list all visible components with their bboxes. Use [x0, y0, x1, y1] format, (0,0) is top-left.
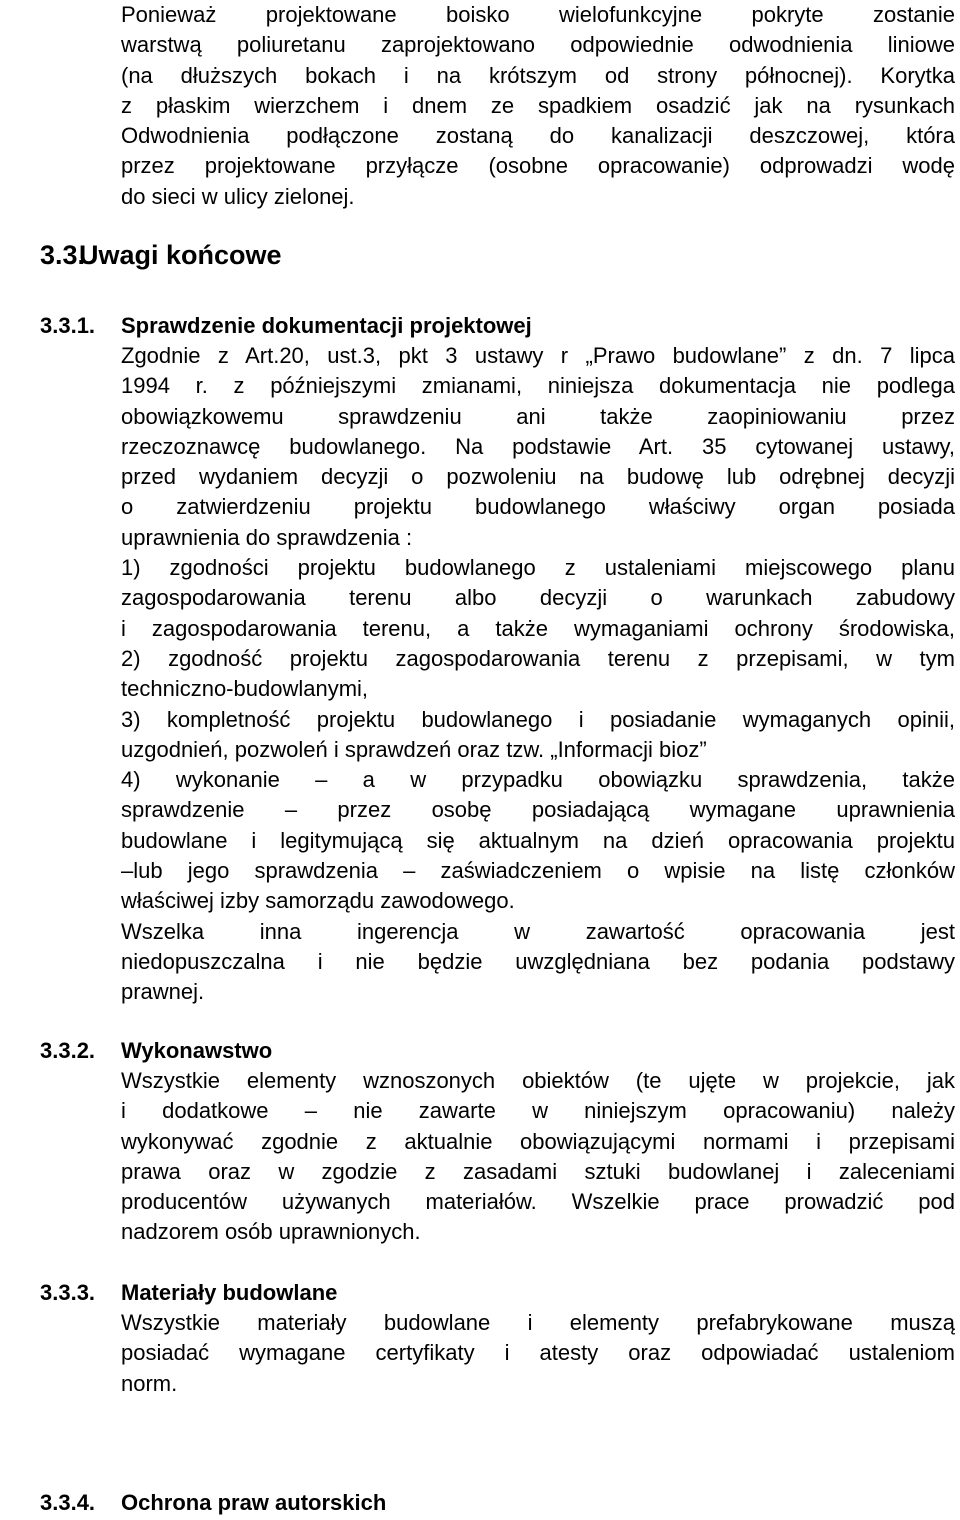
- text-line: o zatwierdzeniu projektu budowlanego właściwy organ posiada: [121, 494, 955, 520]
- text-line: posiadać wymagane certyfikaty i atesty oraz odpowiadać ustaleniom: [121, 1340, 955, 1366]
- text-line: norm.: [121, 1370, 178, 1396]
- text-line: budowlane i legitymującą się aktualnym na dzień opracowania projektu: [121, 827, 955, 853]
- text-line: 2) zgodność projektu zagospodarowania terenu z przepisami, w tym: [121, 645, 955, 671]
- text-line: właściwej izby samorządu zawodowego.: [121, 888, 515, 914]
- section-3-3-3-title: Materiały budowlane: [121, 1280, 338, 1305]
- text-line: do sieci w ulicy zielonej.: [121, 183, 355, 209]
- text-line: zagospodarowania terenu albo decyzji o warunkach zabudowy: [121, 585, 955, 611]
- text-line: i dodatkowe – nie zawarte w niniejszym opracowaniu) należy: [121, 1098, 955, 1124]
- section-3-3-4-title: Ochrona praw autorskich: [121, 1490, 387, 1515]
- section-3-3-4-number: 3.3.4.: [40, 1490, 96, 1515]
- section-3-3-3-body: [121, 1308, 955, 1399]
- text-line: 1) zgodności projektu budowlanego z ustaleniami miejscowego planu: [121, 555, 955, 581]
- text-line: Wszystkie elementy wznoszonych obiektów (te ujęte w projekcie, jak: [121, 1068, 955, 1093]
- text-line: prawa oraz w zgodzie z zasadami sztuki budowlanej i zaleceniami: [121, 1158, 955, 1184]
- section-3-3-number: 3.3.: [40, 240, 86, 270]
- text-line: wykonywać zgodnie z aktualnie obowiązującymi normami i przepisami: [121, 1128, 955, 1154]
- section-3-3-3-number: 3.3.3.: [40, 1280, 96, 1305]
- intro-paragraph: [121, 0, 955, 212]
- section-3-3-title: Uwagi końcowe: [79, 240, 282, 270]
- section-3-3-1-number: 3.3.1.: [40, 313, 96, 338]
- text-line: obowiązkowemu sprawdzeniu ani także zaopiniowaniu przez: [121, 403, 955, 429]
- text-line: (na dłuższych bokach i na krótszym od strony północnej). Korytka: [121, 62, 955, 88]
- text-line: i zagospodarowania terenu, a także wymaganiami ochrony środowiska,: [121, 615, 955, 641]
- text-line: prawnej.: [121, 979, 205, 1005]
- text-line: Wszystkie materiały budowlane i elementy prefabrykowane muszą: [121, 1310, 955, 1335]
- text-line: przez projektowane przyłącze (osobne opracowanie) odprowadzi wodę: [121, 153, 955, 179]
- text-line: uprawnienia do sprawdzenia :: [121, 524, 413, 550]
- text-line: rzeczoznawcę budowlanego. Na podstawie Art. 35 cytowanej ustawy,: [121, 433, 955, 459]
- text-line: uzgodnień, pozwoleń i sprawdzeń oraz tzw. „Informacji bioz”: [121, 736, 707, 762]
- section-3-3-1-body: [121, 341, 955, 1008]
- text-line: –lub jego sprawdzenia – zaświadczeniem o wpisie na listę członków: [121, 858, 955, 884]
- text-line: 4) wykonanie – a w przypadku obowiązku sprawdzenia, także: [121, 767, 955, 793]
- text-line: Zgodnie z Art.20, ust.3, pkt 3 ustawy r „Prawo budowlane” z dn. 7 lipca: [121, 343, 955, 368]
- section-3-3-2-body: [121, 1066, 955, 1248]
- text-line: 1994 r. z późniejszymi zmianami, niniejsza dokumentacja nie podlega: [121, 373, 955, 399]
- text-line: sprawdzenie – przez osobę posiadającą wymagane uprawnienia: [121, 797, 955, 823]
- text-line: Wszelka inna ingerencja w zawartość opracowania jest: [121, 918, 955, 944]
- section-3-3-2-title: Wykonawstwo: [121, 1038, 273, 1063]
- text-line: Odwodnienia podłączone zostaną do kanalizacji deszczowej, która: [121, 123, 955, 149]
- text-line: warstwą poliuretanu zaprojektowano odpowiednie odwodnienia liniowe: [121, 32, 955, 58]
- text-line: niedopuszczalna i nie będzie uwzględniana bez podania podstawy: [121, 948, 955, 974]
- text-line: producentów używanych materiałów. Wszelkie prace prowadzić pod: [121, 1189, 955, 1215]
- text-line: przed wydaniem decyzji o pozwoleniu na budowę lub odrębnej decyzji: [121, 464, 955, 490]
- text-line: 3) kompletność projektu budowlanego i posiadanie wymaganych opinii,: [121, 706, 955, 732]
- text-line: techniczno-budowlanymi,: [121, 676, 369, 702]
- text-line: Ponieważ projektowane boisko wielofunkcyjne pokryte zostanie: [121, 2, 955, 27]
- section-3-3-1-title: Sprawdzenie dokumentacji projektowej: [121, 313, 532, 338]
- text-line: z płaskim wierzchem i dnem ze spadkiem osadzić jak na rysunkach: [121, 92, 955, 118]
- text-line: nadzorem osób uprawnionych.: [121, 1219, 421, 1245]
- section-3-3-2-number: 3.3.2.: [40, 1038, 96, 1063]
